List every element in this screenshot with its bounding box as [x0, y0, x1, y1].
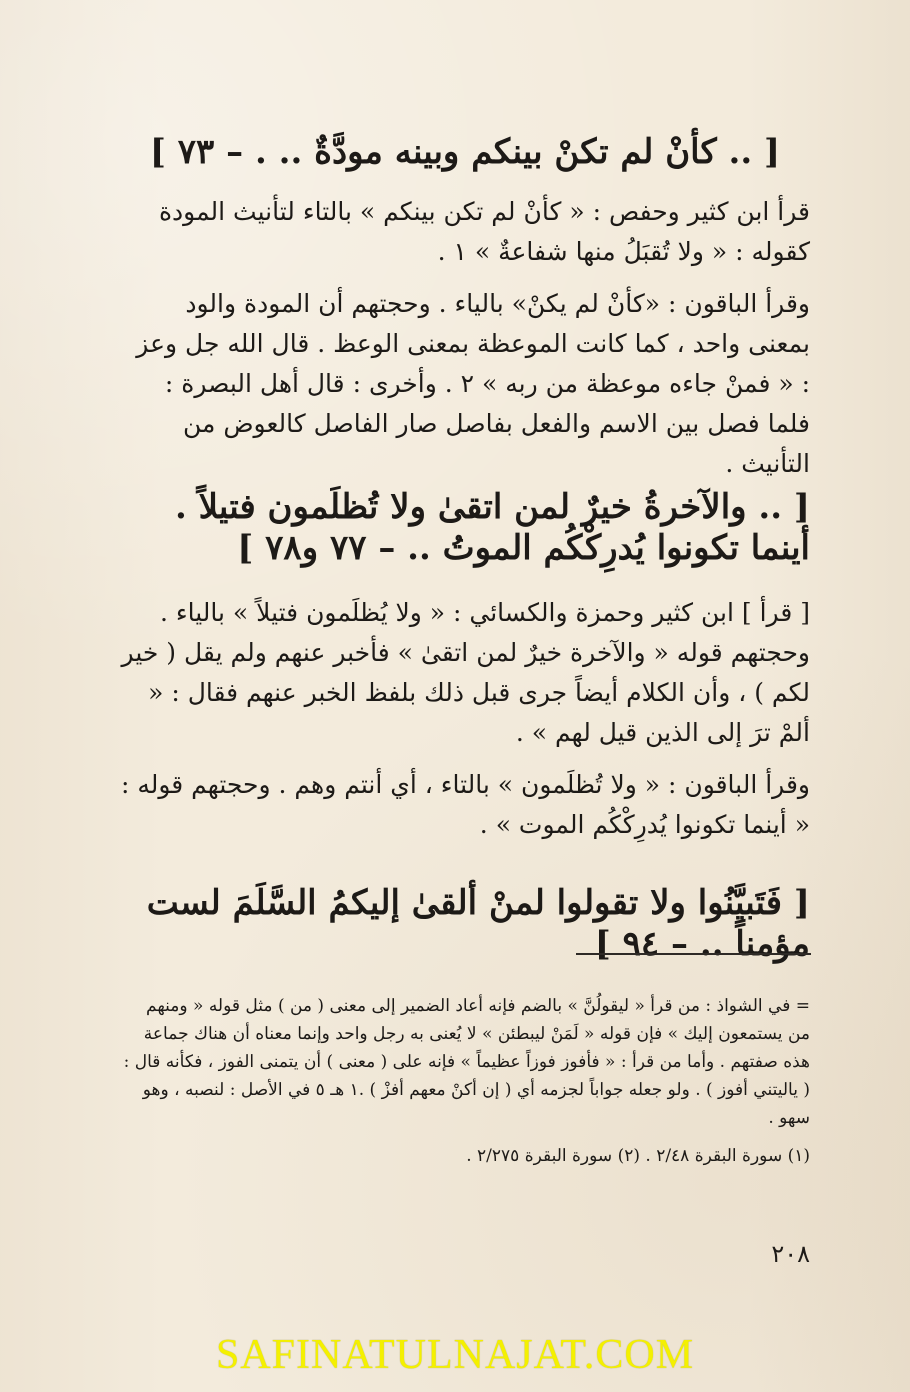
verse-heading-77-78: [ .. والآخرةُ خيرٌ لمن اتقىٰ ولا تُظلَمون فتيلاً . أينما تكونوا يُدرِكْكُم الموتُ .. – ٧٧ و٧٨ ]: [174, 487, 810, 568]
verse-heading-94: [ فَتَبيَّنُوا ولا تقولوا لمنْ ألقىٰ إليكمُ السَّلَمَ لست مؤمناً .. – ٩٤ ]: [146, 883, 810, 964]
footnote-references: (١) سورة البقرة ٢/٤٨ . (٢) سورة البقرة ٢/٢٧٥ .: [466, 1146, 810, 1167]
watermark-text: SAFINATULNAJAT.COM: [215, 1332, 695, 1378]
paragraph-reading-tazlamun: وقرأ الباقون : « ولا تُظلَمون » بالتاء ، أي أنتم وهم . وحجتهم قوله : « أينما تكونوا يُدرِكْكُم الموت » .: [120, 770, 810, 839]
footnote-continued: = في الشواذ : من قرأ « ليقولُنَّ » بالضم فإنه أعاد الضمير إلى معنى ( من ) مثل قوله « ومنهم من يستمعون إليك » فإن قوله « لَمَنْ ليبطئن » لا يُعنى به رجل واحد وإنما معناه أن هناك جماعة هذه صفتهم . وأما من قرأ : « فأفوز فوزاً عظيماً » فإنه على ( معنى ) أن يتمنى الفوز ، فكأنه قال : ( ياليتني أفوز ) . ولو جعله جواباً لجزمه أي ( إن أكنْ معهم أفزْ ) .١ هـ ٥ في الأصل : لنصبه ، وهو سهو .: [123, 996, 810, 1129]
commentary-section-2: [120, 593, 810, 857]
paragraph-reading-ibn-kathir: قرأ ابن كثير وحفص : « كأنْ لم تكن بينكم » بالتاء لتأنيث المودة كقوله : « ولا تُقبَلُ منها شفاعةٌ » ١ .: [158, 197, 810, 266]
footnotes: [120, 992, 810, 1180]
footnote-divider: [576, 953, 811, 955]
commentary-section-1: [120, 192, 810, 496]
paragraph-reading-others: وقرأ الباقون : «كأنْ لم يكنْ» بالياء . وحجتهم أن المودة والود بمعنى واحد ، كما كانت الموعظة بمعنى الوعظ . قال الله جل وعز : « فمنْ جاءه موعظة من ربه » ٢ . وأخرى : قال أهل البصرة : فلما فصل بين الاسم والفعل بفاصل صار الفاصل كالعوض من التأنيث .: [136, 289, 810, 478]
verse-heading-73: [ .. كأنْ لم تكنْ بينكم وبينه مودَّةٌ .. . – ٧٣ ]: [149, 132, 781, 172]
paragraph-reading-yazlamun: [ قرأ ] ابن كثير وحمزة والكسائي : « ولا يُظلَمون فتيلاً » بالياء . وحجتهم قوله « والآخرة خيرٌ لمن اتقىٰ » فأخبر عنهم ولم يقل ( خير لكم ) ، وأن الكلام أيضاً جرى قبل ذلك بلفظ الخبر عنهم فقال : « ألمْ ترَ إلى الذين قيل لهم » .: [121, 598, 810, 747]
page-number: ٢٠٨: [771, 1240, 810, 1268]
